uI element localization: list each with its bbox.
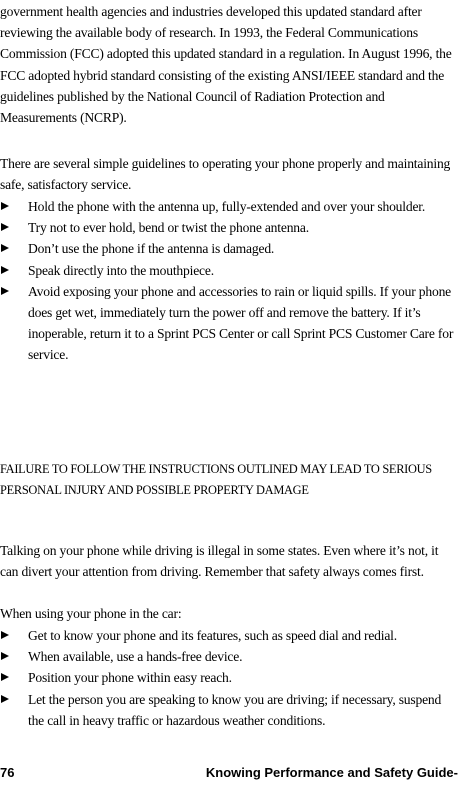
triangle-bullet-icon — [1, 223, 9, 231]
list-item-text: Avoid exposing your phone and accessories to rain or liquid spills. If your phone does get wet, immediately turn the power off and remove the battery. If it’s inoperable, return it to a Sprint PCS Center or call Sprint PCS Customer Care for service. — [28, 283, 454, 363]
list-item — [0, 217, 458, 238]
paragraph-standards-history: government health agencies and industries developed this updated standard after reviewing the available body of research. In 1993, the Federal Communications Commission (FCC) adopted this updated standard in a regulation. In August 1996, the FCC adopted hybrid standard consisting of the existing ANSI/IEEE standard and the guidelines published by the National Council of Radiation Protection and Measurements (NCRP). — [0, 4, 452, 126]
triangle-bullet-icon — [1, 202, 9, 210]
running-title: Knowing Performance and Safety Guide- — [205, 765, 458, 780]
paragraph-driving: Talking on your phone while driving is illegal in some states. Even where it’s not, it can divert your attention from driving. Remember that safety always comes first. — [0, 543, 439, 580]
list-item-text: When available, use a hands-free device. — [28, 649, 243, 665]
list-item — [0, 667, 458, 688]
triangle-bullet-icon — [1, 244, 9, 252]
safety-warning: FAILURE TO FOLLOW THE INSTRUCTIONS OUTLINED MAY LEAD TO SERIOUS PERSONAL INJURY AND POSSIBLE PROPERTY DAMAGE — [0, 462, 432, 498]
triangle-bullet-icon — [1, 652, 9, 660]
triangle-bullet-icon — [1, 266, 9, 274]
list-item-text: Get to know your phone and its features, such as speed dial and redial. — [28, 628, 397, 643]
list-item-text: Hold the phone with the antenna up, fully-extended and over your shoulder. — [28, 199, 426, 214]
page-footer — [0, 765, 458, 785]
list-item-text: Don’t use the phone if the antenna is damaged. — [28, 241, 275, 257]
list-item-text: Try not to ever hold, bend or twist the phone antenna. — [28, 220, 309, 236]
triangle-bullet-icon — [1, 673, 9, 681]
paragraph-guidelines-intro: There are several simple guidelines to operating your phone properly and maintaining safe, satisfactory service. — [0, 156, 451, 193]
list-item — [0, 196, 458, 217]
triangle-bullet-icon — [1, 695, 9, 703]
car-guidelines-list — [0, 625, 458, 731]
list-item-text: Speak directly into the mouthpiece. — [28, 262, 214, 278]
list-item-text: Let the person you are speaking to know you are driving; if necessary, suspend the call in heavy traffic or hazardous weather conditions. — [28, 691, 442, 728]
list-item — [0, 281, 458, 366]
list-item — [0, 260, 458, 281]
phone-guidelines-list — [0, 196, 458, 366]
list-item — [0, 689, 458, 731]
list-item — [0, 625, 458, 646]
list-item — [0, 646, 458, 667]
list-item — [0, 238, 458, 259]
triangle-bullet-icon — [1, 631, 9, 639]
paragraph-car-intro: When using your phone in the car: — [0, 606, 182, 621]
list-item-text: Position your phone within easy reach. — [28, 670, 232, 686]
triangle-bullet-icon — [1, 287, 9, 295]
page-number: 76 — [0, 765, 15, 780]
